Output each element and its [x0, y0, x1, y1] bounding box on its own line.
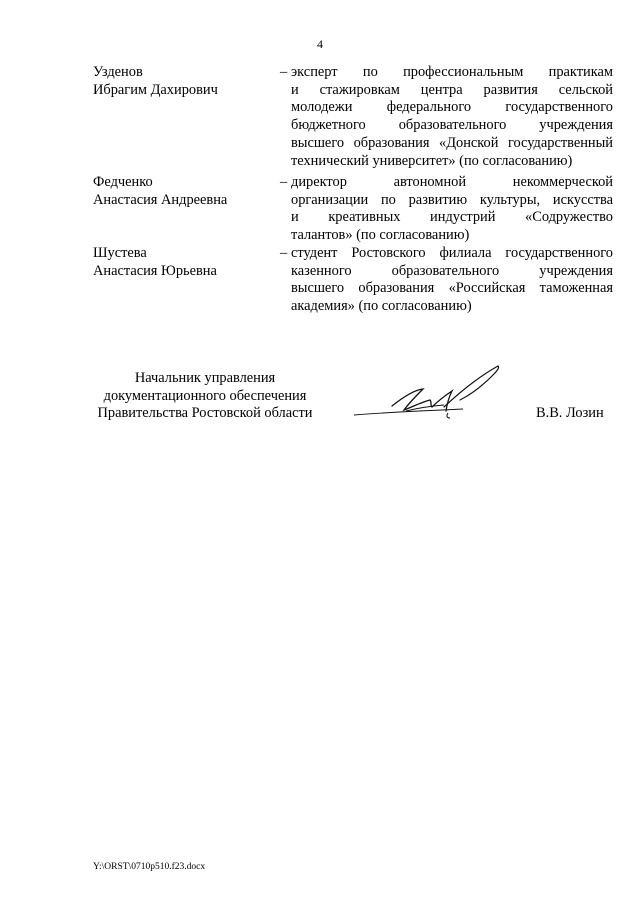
signature-block [0, 370, 640, 440]
member-name [93, 64, 273, 99]
signer-name: В.В. Лозин [536, 405, 604, 421]
description-line: организации по развитию культуры, искусства [291, 191, 613, 208]
description-line: технический университет» (по согласованию) [291, 152, 573, 169]
member-given-names: Анастасия Андреевна [93, 191, 228, 208]
description-line: академия» (по согласованию) [291, 298, 472, 315]
member-surname: Шустева [93, 245, 147, 261]
signer-position [88, 370, 322, 423]
description-line: эксперт по профессиональным практикам [291, 64, 613, 80]
description-line: молодежи федерального государственного [291, 99, 613, 116]
description-line: и креативных индустрий «Содружество [291, 209, 613, 226]
member-description [291, 174, 613, 245]
handwritten-signature-icon [348, 362, 508, 428]
description-line: высшего образования «Донской государственный [291, 134, 613, 151]
member-given-names: Анастасия Юрьевна [93, 262, 217, 279]
description-line: студент Ростовского филиала государственного [291, 245, 613, 261]
member-description [291, 245, 613, 316]
description-line: бюджетного образовательного учреждения [291, 117, 613, 134]
member-dash: – [280, 245, 288, 261]
member-name [93, 174, 273, 209]
member-name [93, 245, 273, 280]
member-surname: Узденов [93, 64, 143, 80]
position-line: документационного обеспечения [103, 387, 307, 404]
position-line: Начальник управления [134, 370, 276, 386]
page-number: 4 [317, 37, 323, 51]
member-surname: Федченко [93, 174, 153, 190]
member-description [291, 64, 613, 170]
description-line: талантов» (по согласованию) [291, 227, 470, 244]
footer-file-path: Y:\ORST\0710p510.f23.docx [93, 862, 206, 872]
member-dash: – [280, 64, 288, 80]
member-given-names: Ибрагим Дахирович [93, 81, 218, 98]
member-dash: – [280, 174, 288, 190]
description-line: казенного образовательного учреждения [291, 262, 613, 279]
position-line: Правительства Ростовской области [97, 405, 313, 422]
description-line: и стажировкам центра развития сельской [291, 81, 613, 98]
description-line: директор автономной некоммерческой [291, 174, 613, 190]
description-line: высшего образования «Российская таможенная [291, 280, 613, 297]
